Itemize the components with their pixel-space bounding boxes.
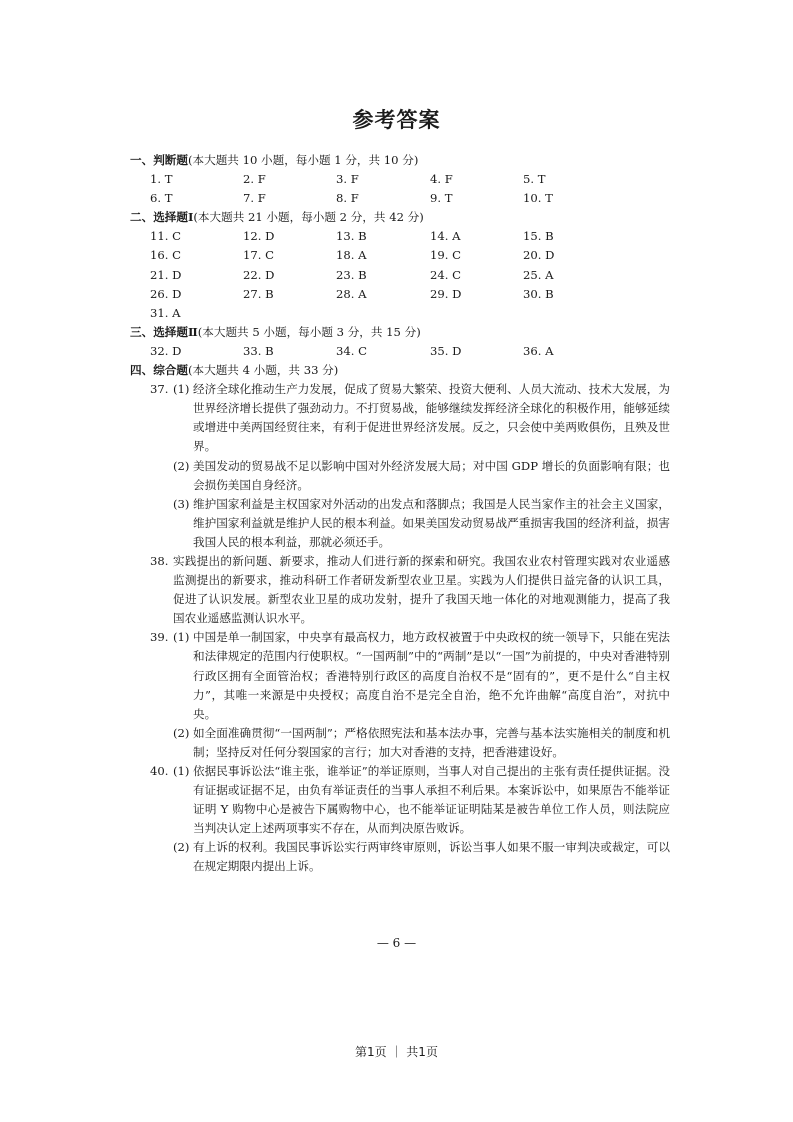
- answer-item: 4. F: [430, 172, 453, 187]
- part-label: (1): [173, 764, 190, 778]
- answer-item: 2. F: [243, 172, 266, 187]
- section-label: 三、选择题Ⅱ: [130, 324, 198, 339]
- answer-item: 34. C: [336, 343, 367, 358]
- part-label: (2): [173, 725, 190, 740]
- part-text: 中国是单一制国家，中央享有最高权力，地方政权被置于中央政权的统一领导下，只能在宪法和法律规定的范围内行使职权。“一国两制”中的“两制”是以“一国”为前提的，中央对香港特别行政区拥有全面管治权；香港特别行政区的高度自治权不是“固有的”，更不是什么“自主权力”，其唯一来源是中央授权；高度自治不是完全自治，绝不允许曲解“高度自治”，对抗中央。: [193, 630, 670, 721]
- answer-row: [130, 342, 670, 361]
- answer-item: 35. D: [430, 343, 462, 358]
- answer-item: 8. F: [336, 191, 359, 206]
- page-number: — 6 —: [376, 936, 417, 950]
- page-title: 参考答案: [352, 108, 441, 132]
- section-note: (本大题共 10 小题，每小题 1 分，共 10 分): [187, 153, 419, 167]
- answer-part: [173, 762, 670, 838]
- answer-item: 26. D: [150, 286, 182, 301]
- answer-row: [130, 227, 670, 246]
- answer-row: [130, 285, 670, 304]
- answer-item: 33. B: [243, 343, 274, 358]
- part-label: (1): [173, 630, 190, 645]
- section-label: 二、选择题Ⅰ: [130, 210, 194, 225]
- part-label: (1): [173, 382, 190, 397]
- answer-part: [173, 628, 670, 723]
- answer-item: 5. T: [523, 172, 546, 187]
- part-text: 有上诉的权利。我国民事诉讼实行两审终审原则，诉讼当事人如果不服一审判决或裁定，可以在规定期限内提出上诉。: [193, 840, 670, 874]
- answer-row: [130, 189, 670, 208]
- section-label: 一、判断题: [130, 153, 188, 167]
- part-text: 如全面准确贯彻“一国两制”；严格依照宪法和基本法办事，完善与基本法实施相关的制度和机制；坚持反对任何分裂国家的言行；加大对香港的支持，把香港建设好。: [193, 725, 670, 759]
- question-number: 39.: [150, 630, 169, 645]
- section-heading-3: [130, 323, 670, 342]
- part-text: 美国发动的贸易战不足以影响中国对外经济发展大局；对中国 GDP 增长的负面影响有限；也会损伤美国自身经济。: [193, 458, 670, 492]
- part-label: (2): [173, 840, 190, 855]
- answer-part: [173, 457, 670, 495]
- answer-item: 17. C: [243, 248, 274, 263]
- answer-item: 13. B: [336, 229, 367, 244]
- section-heading-2: [130, 208, 670, 227]
- answer-item: 31. A: [150, 305, 181, 320]
- answer-item: 9. T: [430, 191, 453, 206]
- answer-item: 19. C: [430, 248, 461, 263]
- answer-part: [173, 838, 670, 876]
- answer-item: 1. T: [150, 172, 173, 187]
- answer-item: 6. T: [150, 191, 173, 206]
- answer-row: [130, 170, 670, 189]
- part-text: 维护国家利益是主权国家对外活动的出发点和落脚点；我国是人民当家作主的社会主义国家，维护国家利益就是维护人民的根本利益。如果美国发动贸易战严重损害我国的经济利益，损害我国人民的根本利益，那就必须还手。: [193, 496, 670, 549]
- question-39: [130, 628, 670, 762]
- answer-part: [173, 380, 670, 456]
- question-37: [130, 380, 670, 552]
- answer-item: 12. D: [243, 229, 275, 244]
- answer-item: 30. B: [523, 286, 554, 301]
- part-label: (2): [173, 458, 190, 473]
- answer-item: 29. D: [430, 286, 462, 301]
- section-note: (本大题共 5 小题，每小题 3 分，共 15 分): [197, 324, 421, 339]
- pagination-footer: 第1页 ｜ 共1页: [355, 1045, 438, 1059]
- section-label: 四、综合题: [130, 363, 188, 378]
- answer-item: 10. T: [523, 191, 553, 206]
- answer-row: [130, 266, 670, 285]
- question-number: 37.: [150, 382, 169, 397]
- answer-row: [130, 246, 670, 265]
- answer-item: 24. C: [430, 267, 461, 282]
- part-text: 依据民事诉讼法“谁主张，谁举证”的举证原则，当事人对自己提出的主张有责任提供证据。没有证据或证据不足，由负有举证责任的当事人承担不利后果。本案诉讼中，如果原告不能举证证明 Y 购物中心是被告下属购物中心，也不能举证证明陆某是被告单位工作人员，则法院应当判决认定上述两项事实不存在，从而判决原告败诉。: [193, 764, 670, 836]
- question-40: [130, 762, 670, 877]
- answer-text: 实践提出的新问题、新要求，推动人们进行新的探索和研究。我国农业农村管理实践对农业遥感监测提出的新要求，推动科研工作者研发新型农业卫星。实践为人们提供日益完备的认识工具，促进了认识发展。新型农业卫星的成功发射，提升了我国天地一体化的对地观测能力，提高了我国农业遥感监测认识水平。: [173, 553, 670, 626]
- answer-row: [130, 304, 670, 323]
- answer-item: 16. C: [150, 248, 181, 263]
- answer-part: [173, 495, 670, 552]
- answer-item: 28. A: [336, 286, 367, 301]
- answer-item: 14. A: [430, 229, 461, 244]
- answer-item: 23. B: [336, 267, 367, 282]
- section-note: (本大题共 21 小题，每小题 2 分，共 42 分): [193, 210, 424, 225]
- answer-item: 21. D: [150, 267, 182, 282]
- answer-item: 25. A: [523, 267, 554, 282]
- section-note: (本大题共 4 小题，共 33 分): [187, 363, 339, 378]
- answer-content: [130, 151, 670, 877]
- question-number: 38.: [150, 553, 169, 568]
- answer-item: 18. A: [336, 248, 367, 263]
- section-heading-1: [130, 151, 670, 170]
- answer-item: 20. D: [523, 248, 555, 263]
- answer-item: 32. D: [150, 343, 182, 358]
- answer-item: 15. B: [523, 229, 554, 244]
- answer-item: 22. D: [243, 267, 275, 282]
- answer-item: 7. F: [243, 191, 266, 206]
- answer-item: 27. B: [243, 286, 274, 301]
- answer-part: [173, 724, 670, 762]
- question-number: 40.: [150, 764, 169, 778]
- answer-item: 11. C: [150, 229, 181, 244]
- answer-item: 3. F: [336, 172, 359, 187]
- section-heading-4: [130, 361, 670, 380]
- part-text: 经济全球化推动生产力发展，促成了贸易大繁荣、投资大便利、人员大流动、技术大发展，为世界经济增长提供了强劲动力。不打贸易战，能够继续发挥经济全球化的积极作用，能够延续或增进中美两国经贸往来，有利于促进世界经济发展。反之，只会使中美两败俱伤，且殃及世界。: [193, 382, 670, 454]
- question-38: [130, 552, 670, 628]
- answer-item: 36. A: [523, 343, 554, 358]
- part-label: (3): [173, 496, 190, 511]
